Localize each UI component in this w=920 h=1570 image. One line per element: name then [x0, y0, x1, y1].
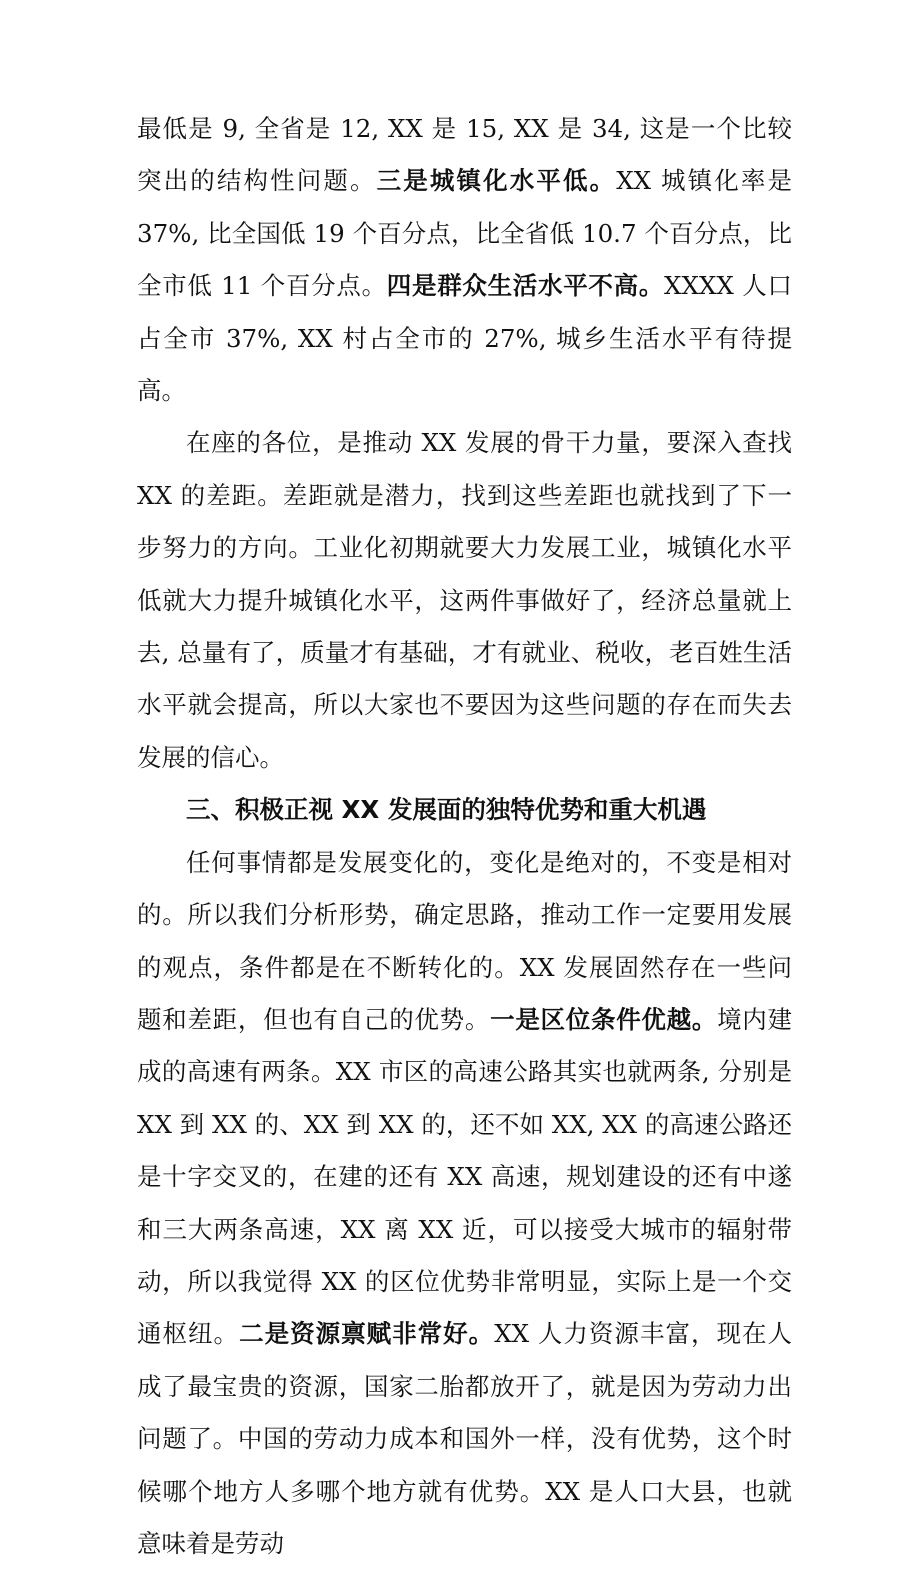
text-run: XX 人力资源丰富，现在人成了最宝贵的资源，国家二胎都放开了，就是因为劳动力出问题了。中国的劳动力成本和国外一样，没有优势，这个时候哪个地方人多哪个地方就有优势。XX 是人口大县，也就意味着是劳动: [137, 1319, 793, 1558]
paragraph-gap-potential: [137, 417, 792, 784]
text-run: XXXX 人口占全市 37%, XX 村占全市的 27%, 城乡生活水平有待提高。: [137, 271, 792, 406]
text-run: 任何事情都是发展变化的，变化是绝对的，不变是相对的。所以我们分析形势，确定思路，推动工作一定要用发展的观点，条件都是在不断转化的。XX 发展固然存在一些问题和差距，但也有自己的优势。: [137, 847, 792, 1034]
document-page: [137, 103, 792, 1570]
bold-point-resources: 二是资源禀赋非常好。: [239, 1319, 495, 1349]
text-run: 境内建成的高速有两条。XX 市区的高速公路其实也就两条, 分别是 XX 到 XX 的、XX 到 XX 的，还不如 XX, XX 的高速公路还是十字交叉的，在建的还有 XX 高速，规划建设的还有中遂和三大两条高速，XX 离 XX 近，可以接受大城市的辐射带动，所以我觉得 XX 的区位优势非常明显，实际上是一个交通枢纽。: [137, 1004, 793, 1349]
bold-point-urbanization: 三是城镇化水平低。: [376, 166, 617, 196]
paragraph-advantages: [137, 837, 792, 1570]
text-run: XX 城镇化率是 37%, 比全国低 19 个百分点，比全省低 10.7 个百分点，比全市低 11 个百分点。: [137, 166, 793, 301]
bold-point-living-standard: 四是群众生活水平不高。: [386, 271, 665, 301]
section-heading: 三、积极正视 XX 发展面的独特优势和重大机遇: [186, 795, 707, 825]
text-run: 最低是 9, 全省是 12, XX 是 15, XX 是 34, 这是一个比较突出的结构性问题。: [137, 114, 792, 196]
bold-point-location: 一是区位条件优越。: [490, 1004, 718, 1034]
text-run: 在座的各位，是推动 XX 发展的骨干力量，要深入查找 XX 的差距。差距就是潜力，找到这些差距也就找到了下一步努力的方向。工业化初期就要大力发展工业，城镇化水平低就大力提升城镇化水平，这两件事做好了，经济总量就上去, 总量有了，质量才有基础，才有就业、税收，老百姓生活水平就会提高，所以大家也不要因为这些问题的存在而失去发展的信心。: [137, 428, 792, 772]
paragraph-structural-problems: [137, 103, 792, 417]
